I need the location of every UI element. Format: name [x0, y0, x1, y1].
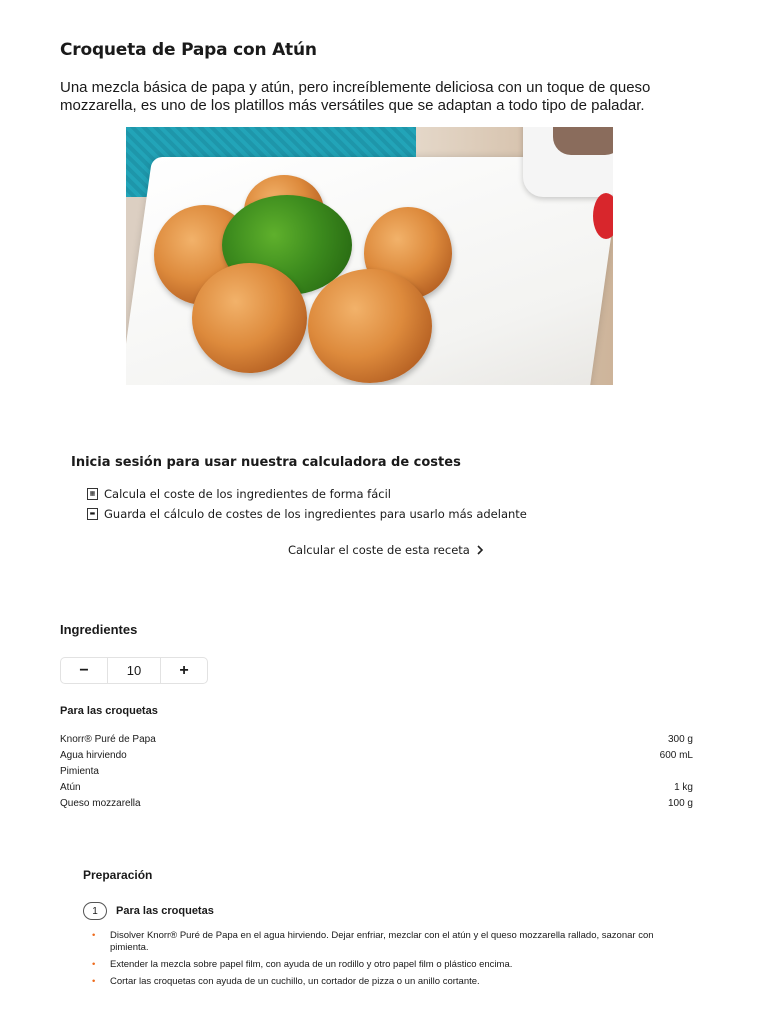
tomato — [593, 193, 613, 239]
page-title: Croqueta de Papa con Atún — [60, 40, 317, 60]
ingredients-group-title: Para las croquetas — [60, 705, 158, 717]
tuna-bowl — [523, 127, 613, 197]
increase-button[interactable]: + — [179, 661, 189, 679]
list-item: Queso mozzarella 100 g — [60, 798, 693, 809]
croquette — [192, 263, 307, 373]
ingredients-title: Ingredientes — [60, 622, 138, 637]
list-item: • Disolver Knorr® Puré de Papa en el agua hirviendo. Dejar enfriar, mezclar con el atún y el queso mozzarella rallado, sazonar con pimienta. — [92, 930, 692, 954]
list-item: Knorr® Puré de Papa 300 g — [60, 734, 693, 745]
feature-item: ▦ Calcula el coste de los ingredientes de forma fácil — [87, 487, 391, 501]
croquette — [308, 269, 432, 383]
list-item: Agua hirviendo 600 mL — [60, 750, 693, 761]
feature-item: ▬ Guarda el cálculo de costes de los ingredientes para usarlo más adelante — [87, 507, 527, 521]
list-item: • Cortar las croquetas con ayuda de un cuchillo, un cortador de pizza o un anillo cortante. — [92, 976, 692, 988]
list-item: • Extender la mezcla sobre papel film, con ayuda de un rodillo y otro papel film o plástico encima. — [92, 959, 692, 971]
recipe-intro: Una mezcla básica de papa y atún, pero increíblemente deliciosa con un toque de queso mozzarella, es uno de los platillos más versátiles que se adaptan a todo tipo de paladar. — [60, 79, 651, 114]
recipe-photo — [126, 127, 613, 385]
calculator-icon: ▦ — [87, 488, 98, 500]
calculate-cost-link[interactable]: Calcular el coste de esta receta — [288, 543, 484, 557]
decrease-button[interactable]: − — [79, 661, 89, 679]
step-header — [83, 902, 214, 920]
preparation-title: Preparación — [83, 868, 153, 882]
step-number-badge: 1 — [83, 902, 107, 920]
preparation-steps — [92, 930, 692, 993]
servings-value[interactable]: 10 — [107, 658, 161, 683]
save-icon: ▬ — [87, 508, 98, 520]
list-item: Pimienta — [60, 766, 99, 777]
cost-calculator-title: Inicia sesión para usar nuestra calculadora de costes — [71, 455, 461, 470]
ingredient-list — [60, 732, 693, 812]
list-item: Atún 1 kg — [60, 782, 693, 793]
step-title: Para las croquetas — [116, 905, 214, 917]
chevron-right-icon — [476, 545, 484, 555]
servings-stepper — [60, 657, 208, 684]
